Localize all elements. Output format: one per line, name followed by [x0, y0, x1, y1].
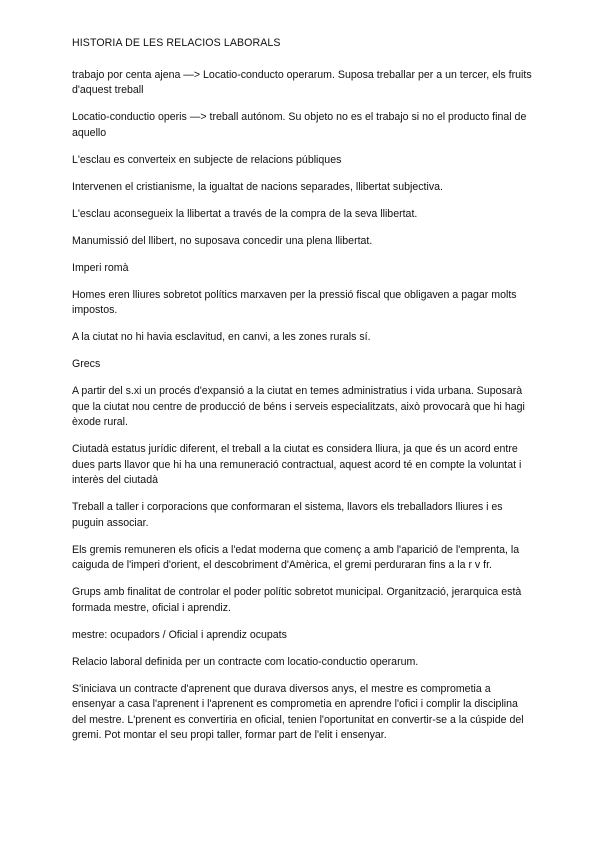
paragraph-13: Treball a taller i corporacions que conformaran el sistema, llavors els treballadors lliures i es puguin associar. [72, 501, 503, 529]
paragraph-3: L'esclau es converteix en subjecte de relacions públiques [72, 153, 342, 166]
paragraph-11: A partir del s.xi un procés d'expansió a la ciutat en temes administratius i vida urbana. Suposarà que la ciutat nou centre de producció de béns i serveis especialitzats, això provocarà que hi hagi èxode rural. [72, 385, 525, 428]
paragraph-6: Manumissió del llibert, no suposava concedir una plena llibertat. [72, 234, 373, 247]
section-heading-imperi-roma: Imperi romà [72, 261, 129, 274]
section-heading-grecs: Grecs [72, 358, 101, 370]
paragraph-4: Intervenen el cristianisme, la igualtat de nacions separades, llibertat subjectiva. [72, 180, 443, 193]
paragraph-18: S'iniciava un contracte d'aprenent que durava diversos anys, el mestre es comprometia a ensenyar a casa l'aprenent i l'aprenent es comprometia en aprendre l'ofici i complir la disciplina del mestre. L'prenent es convertiria en oficial, tenien l'oportunitat en convertir-se a la cúspide del gremi. Pot montar el seu propi taller, formar part de l'elit i ensenyar. [72, 682, 524, 741]
paragraph-1: trabajo por centa ajena —> Locatio-conducto operarum. Suposa treballar per a un tercer, els fruits d'aquest treball [72, 68, 532, 96]
paragraph-5: L'esclau aconsegueix la llibertat a través de la compra de la seva llibertat. [72, 207, 418, 220]
paragraph-15: Grups amb finalitat de controlar el poder polític sobretot municipal. Organització, jerarquica està formada mestre, oficial i aprendiz. [72, 586, 522, 614]
paragraph-17: Relacio laboral definida per un contracte com locatio-conductio operarum. [72, 655, 419, 668]
paragraph-12: Ciutadà estatus jurídic diferent, el treball a la ciutat es considera lliura, ja que és un acord entre dues parts llavor que hi ha una remuneració contractual, aquest acord té en compte la voluntat i interès del ciutadà [72, 443, 522, 486]
document-title: HISTORIA DE LES RELACIOS LABORALS [72, 37, 281, 49]
paragraph-14: Els gremis remuneren els oficis a l'edat moderna que començ a amb l'aparició de l'emprenta, la caiguda de l'imperi d'orient, el descobriment d'Amèrica, el gremi perduraran fins a la r v fr. [72, 543, 520, 571]
paragraph-8: Homes eren lliures sobretot polítics marxaven per la pressió fiscal que obligaven a pagar molts impostos. [72, 288, 517, 316]
paragraph-2: Locatio-conductio operis —> treball autónom. Su objeto no es el trabajo si no el producto final de aquello [72, 111, 527, 139]
paragraph-9: A la ciutat no hi havia esclavitud, en canvi, a les zones rurals sí. [72, 331, 371, 343]
document-body [72, 36, 532, 755]
paragraph-16: mestre: ocupadors / Oficial i aprendiz ocupats [72, 628, 287, 641]
